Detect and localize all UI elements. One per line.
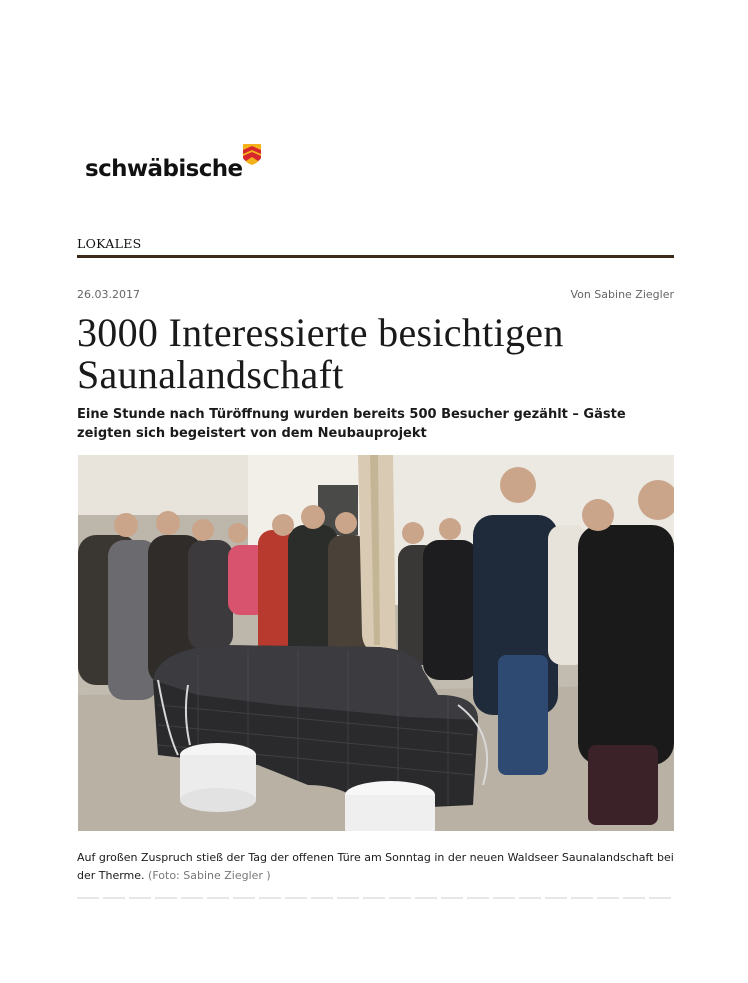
section-header <box>77 233 674 258</box>
section-label[interactable]: LOKALES <box>77 236 142 251</box>
article-author: Von Sabine Ziegler <box>570 288 674 301</box>
article-headline: 3000 Interessierte besichtigen Saunalandschaft <box>77 310 564 397</box>
article-photo[interactable] <box>78 455 674 831</box>
brand-shield-icon <box>241 142 263 166</box>
brand-wordmark: schwäbische <box>85 156 243 182</box>
photo-illustration <box>78 455 674 831</box>
brand-logo[interactable] <box>85 142 263 181</box>
photo-caption-text: Auf großen Zuspruch stieß der Tag der offenen Türe am Sonntag in der neuen Waldseer Saunalandschaft bei der Therme. <box>77 851 674 882</box>
photo-credit: (Foto: Sabine Ziegler ) <box>148 869 271 882</box>
article-date: 26.03.2017 <box>77 288 140 301</box>
divider <box>77 897 674 899</box>
article-subheadline: Eine Stunde nach Türöffnung wurden bereits 500 Besucher gezählt – Gäste zeigten sich begeistert von dem Neubauprojekt <box>77 407 626 441</box>
article-meta <box>77 288 674 301</box>
photo-caption <box>77 849 677 885</box>
